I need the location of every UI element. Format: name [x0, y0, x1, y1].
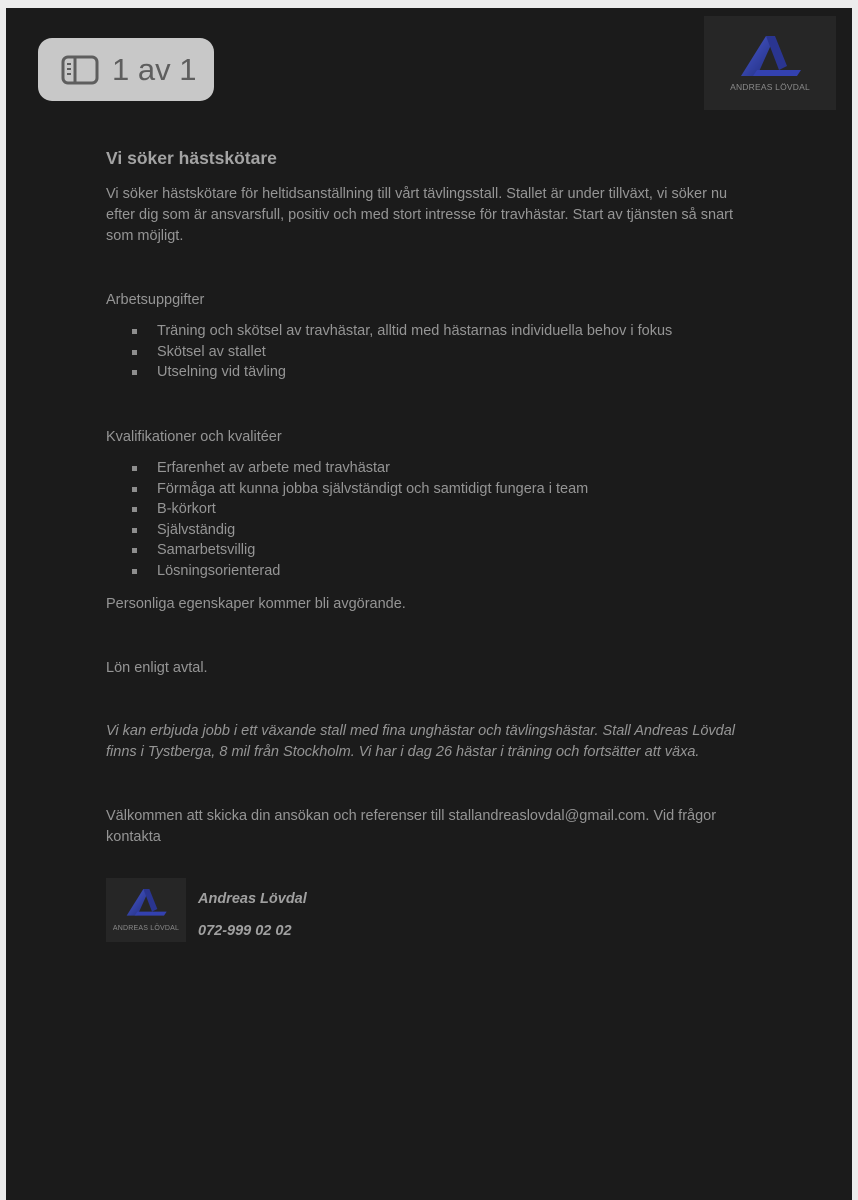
intro-paragraph: Vi söker hästskötare för heltidsanställning till vårt tävlingsstall. Stallet är under tillväxt, vi söker nu efter dig som är ansvarsfull, positiv och med stort intresse för travhästar. Start av tjänsten så snart som möjligt. — [106, 186, 733, 244]
about-paragraph: Vi kan erbjuda jobb i ett växande stall med fina unghästar och tävlingshästar. Stall Andreas Lövdal finns i Tystberga, 8 mil från Stockholm. Vi har i dag 26 hästar i träning och fortsätter att växa. — [106, 723, 735, 760]
logo-mark-icon — [124, 883, 168, 923]
logo-text: ANDREAS LÖVDAL — [112, 925, 180, 932]
salary-note: Lön enligt avtal. — [106, 660, 208, 676]
document-page — [6, 8, 852, 1200]
qualifications-list — [106, 458, 746, 582]
list-item: Utselning vid tävling — [106, 362, 746, 383]
company-logo — [704, 16, 836, 110]
personal-note: Personliga egenskaper kommer bli avgörande. — [106, 596, 406, 612]
list-item: Självständig — [106, 520, 746, 541]
document-title: Vi söker hästskötare — [106, 148, 277, 168]
tasks-list — [106, 321, 746, 383]
qualifications-heading: Kvalifikationer och kvalitéer — [106, 429, 282, 445]
list-item: Lösningsorienterad — [106, 561, 746, 582]
list-item: Träning och skötsel av travhästar, alltid med hästarnas individuella behov i fokus — [106, 321, 746, 342]
sidebar-icon — [61, 55, 99, 85]
signature-logo — [106, 878, 186, 942]
list-item: Erfarenhet av arbete med travhästar — [106, 458, 746, 479]
logo-text: ANDREAS LÖVDAL — [730, 82, 810, 92]
list-item: Skötsel av stallet — [106, 342, 746, 363]
logo-mark-icon — [737, 36, 803, 78]
page-indicator-button[interactable] — [38, 38, 214, 101]
tasks-heading: Arbetsuppgifter — [106, 292, 205, 308]
list-item: Förmåga att kunna jobba självständigt och samtidigt fungera i team — [106, 479, 746, 500]
contact-phone: 072-999 02 02 — [198, 923, 292, 939]
apply-paragraph: Välkommen att skicka din ansökan och referenser till stallandreaslovdal@gmail.com. Vid frågor kontakta — [106, 808, 717, 845]
list-item: B-körkort — [106, 499, 746, 520]
page-indicator-label: 1 av 1 — [112, 51, 197, 87]
contact-name: Andreas Lövdal — [198, 891, 307, 907]
list-item: Samarbetsvillig — [106, 540, 746, 561]
